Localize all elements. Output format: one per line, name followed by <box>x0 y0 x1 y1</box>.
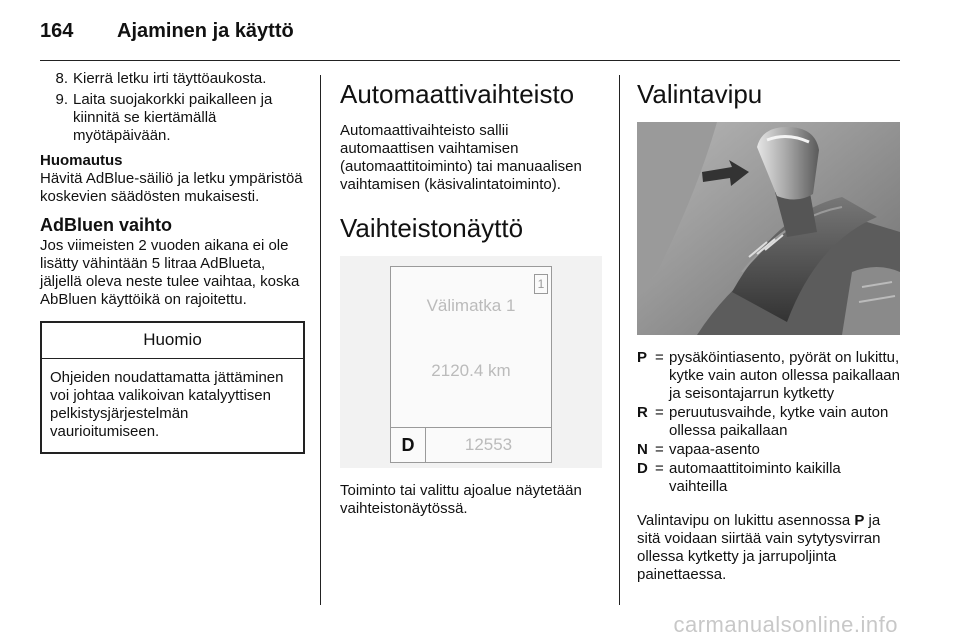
caution-text: Ohjeiden noudattamatta jättäminen voi johtaa valikoivan katalyyttisen pelkistysjärjestelmän vaurioitumiseen. <box>50 369 284 440</box>
definition-item <box>637 441 902 459</box>
definition-equals: = <box>655 441 664 458</box>
step-number: 9. <box>55 91 68 108</box>
definition-text: pysäköintiasento, pyörät on lukittu, kytke vain auton ollessa paikallaan ja seisontajarrun kytketty <box>669 349 900 402</box>
column-middle <box>340 70 605 518</box>
section-heading-selector: Valintavipu <box>637 79 763 109</box>
watermark: carmanualsonline.info <box>673 612 898 637</box>
selector-lever-photo <box>637 122 900 335</box>
definition-equals: = <box>655 349 664 366</box>
display-gear: D <box>391 428 426 462</box>
definition-item <box>637 460 902 496</box>
section-text-adblue: Jos viimeisten 2 vuoden aikana ei ole lisätty vähintään 5 litraa AdBlueta, jäljellä oleva neste tulee vaihtaa, koska AbBluen käyttöikä on rajoitettu. <box>40 237 300 308</box>
definition-item <box>637 349 902 403</box>
lock-text-before: Valintavipu on lukittu asennossa <box>637 512 855 529</box>
display-screen <box>390 266 552 463</box>
column-left <box>40 70 305 454</box>
definition-key: P <box>637 349 648 366</box>
step-text: Laita suojakorkki paikalleen ja kiinnitä se kiertämällä myötäpäivään. <box>73 91 273 144</box>
selector-definitions <box>637 349 902 496</box>
display-caption: Toiminto tai valittu ajoalue näytetään vaihteistonäytössä. <box>340 482 582 517</box>
column-divider-2 <box>619 75 620 605</box>
caution-heading: Huomio <box>42 323 303 359</box>
step-text: Kierrä letku irti täyttöaukosta. <box>73 70 267 87</box>
note-heading: Huomautus <box>40 152 123 169</box>
step-number: 8. <box>55 70 68 87</box>
column-right <box>637 70 902 584</box>
display-bottom-row <box>391 427 551 462</box>
page-number: 164 <box>40 20 74 42</box>
caution-box <box>40 321 305 454</box>
display-trip-label: Välimatka 1 <box>426 296 516 315</box>
lock-key: P <box>854 512 865 529</box>
definition-key: R <box>637 404 648 421</box>
definition-key: D <box>637 460 648 477</box>
subheading-display: Vaihteistonäyttö <box>340 213 524 243</box>
note-text: Hävitä AdBlue-säiliö ja letku ympäristöä koskevien säädösten mukaisesti. <box>40 170 303 205</box>
header-rule <box>40 60 900 61</box>
definition-item <box>637 404 902 440</box>
definition-key: N <box>637 441 648 458</box>
trip-icon: 1 <box>534 274 548 294</box>
column-divider-1 <box>320 75 321 605</box>
definition-text: peruutusvaihde, kytke vain auton ollessa paikallaan <box>669 404 889 439</box>
definition-text: automaattitoiminto kaikilla vaihteilla <box>669 460 841 495</box>
lock-paragraph <box>637 512 902 584</box>
lock-text-after: ja sitä voidaan siirtää vain sytytysvirran ollessa kytketty ja jarrupoljinta painettaessa. <box>637 512 881 583</box>
display-trip-value: 2120.4 km <box>431 361 511 380</box>
definition-text: vapaa-asento <box>669 441 760 458</box>
transmission-display-illustration <box>340 256 602 468</box>
step-item <box>40 70 305 88</box>
page-title: Ajaminen ja käyttö <box>117 20 294 42</box>
definition-equals: = <box>655 404 664 421</box>
intro-text: Automaattivaihteisto sallii automaattisen vaihtamisen (automaattitoiminto) tai manuaalisen vaihtamisen (käsivalintatoiminto). <box>340 122 582 193</box>
definition-equals: = <box>655 460 664 477</box>
step-item <box>40 91 305 145</box>
section-heading-automatic: Automaattivaihteisto <box>340 79 575 109</box>
display-odometer: 12553 <box>464 435 513 454</box>
section-heading-adblue: AdBluen vaihto <box>40 215 173 235</box>
